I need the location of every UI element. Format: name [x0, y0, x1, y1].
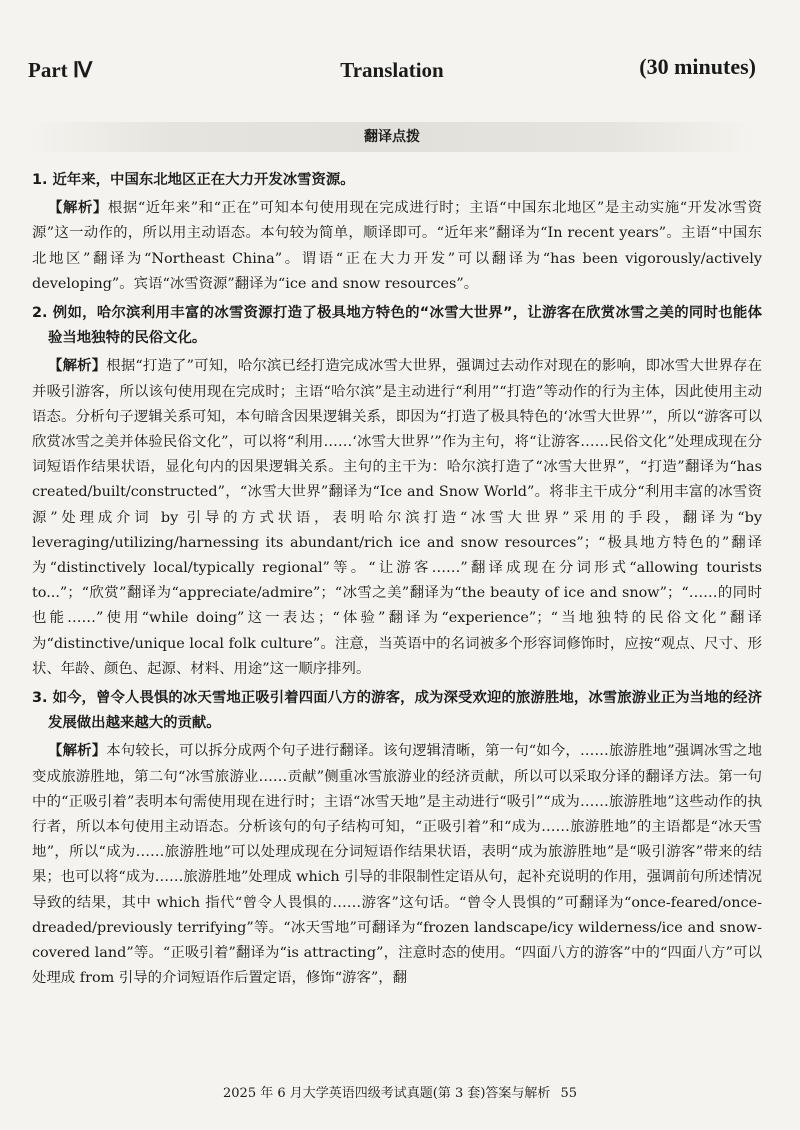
analysis-paragraph [32, 739, 762, 991]
page-footer [0, 1082, 800, 1101]
translation-item-1 [32, 168, 762, 297]
section-title: Translation [340, 58, 444, 82]
footer-text: 2025 年 6 月大学英语四级考试真题(第 3 套)答案与解析 [223, 1086, 551, 1101]
analysis-text: 根据“打造了”可知，哈尔滨已经打造完成冰雪大世界，强调过去动作对现在的影响，即冰雪大世界存在并吸引游客，所以该句使用现在完成时；主语“哈尔滨”是主动进行“利用”“打造”等动作的行为主体，因此使用主动语态。分析句子逻辑关系可知，本句暗含因果逻辑关系，即因为“打造了极具特色的‘冰雪大世界’”，所以“游客可以欣赏冰雪之美并体验民俗文化”，可以将“利用……‘冰雪大世界’”作为主句，将“让游客……民俗文化”处理成现在分词短语作结果状语，显化句内的因果逻辑关系。主句的主干为：哈尔滨打造了“冰雪大世界”，“打造”翻译为“has created/built/constructed”，“冰雪大世界”翻译为“Ice and Snow World”。将非主干成分“利用丰富的冰雪资源”处理成介词 by 引导的方式状语，表明哈尔滨打造“冰雪大世界”采用的手段，翻译为“by leveraging/utilizing/harnessing its abundant/rich ice and snow resources”；“极具地方特色的”翻译为“distinctively local/typically regional”等。“让游客……”翻译成现在分词形式“allowing tourists to...”；“欣赏”翻译为“appreciate/admire”；“冰雪之美”翻译为“the beauty of ice and snow”；“……的同时也能……”使用“while doing”这一表达；“体验”翻译为“experience”；“当地独特的民俗文化”翻译为“distinctive/unique local folk culture”。注意，当英语中的名词被多个形容词修饰时，应按“观点、尺寸、形状、年龄、颜色、起源、材料、用途”这一顺序排列。 [32, 358, 762, 677]
analysis-tag: 【解析】 [48, 200, 108, 217]
source-sentence: 2. 例如，哈尔滨利用丰富的冰雪资源打造了极具地方特色的“冰雪大世界”，让游客在欣赏冰雪之美的同时也能体验当地独特的民俗文化。 [32, 305, 762, 347]
source-sentence: 3. 如今，曾令人畏惧的冰天雪地正吸引着四面八方的游客，成为深受欢迎的旅游胜地，冰雪旅游业正为当地的经济发展做出越来越大的贡献。 [32, 690, 762, 732]
page-number: 55 [560, 1086, 577, 1101]
translation-item-3 [32, 686, 762, 991]
analysis-paragraph [32, 354, 762, 682]
time-limit: (30 minutes) [639, 54, 756, 79]
source-sentence: 1. 近年来，中国东北地区正在大力开发冰雪资源。 [32, 172, 355, 188]
part-label: Part Ⅳ [28, 58, 93, 82]
analysis-tag: 【解析】 [48, 358, 107, 375]
analysis-text: 根据“近年来”和“正在”可知本句使用现在完成进行时；主语“中国东北地区”是主动实施“开发冰雪资源”这一动作的，所以用主动语态。本句较为简单，顺译即可。“近年来”翻译为“In recent years”。主语“中国东北地区”翻译为“Northeast China”。谓语“正在大力开发”可以翻译为“has been vigorously/actively developing”。宾语“冰雪资源”翻译为“ice and snow resources”。 [32, 200, 762, 292]
page-header [28, 54, 756, 94]
analysis-tag: 【解析】 [48, 743, 107, 760]
analysis-paragraph [32, 196, 762, 297]
section-banner: 翻译点拨 [28, 122, 756, 152]
document-body [32, 168, 762, 996]
analysis-text: 本句较长，可以拆分成两个句子进行翻译。该句逻辑清晰，第一句“如今，……旅游胜地”强调冰雪之地变成旅游胜地，第二句“冰雪旅游业……贡献”侧重冰雪旅游业的经济贡献，所以可以采取分译的翻译方法。第一句中的“正吸引着”表明本句需使用现在进行时；主语“冰雪天地”是主动进行“吸引”“成为……旅游胜地”这些动作的执行者，所以本句使用主动语态。分析该句的句子结构可知，“正吸引着”和“成为……旅游胜地”的主语都是“冰天雪地”，所以“成为……旅游胜地”可以处理成现在分词短语作结果状语，表明“成为旅游胜地”是“吸引游客”带来的结果；也可以将“成为……旅游胜地”处理成 which 引导的非限制性定语从句，起补充说明的作用，强调前句所述情况导致的结果，其中 which 指代“曾令人畏惧的……游客”这句话。“曾令人畏惧的”可翻译为“once-feared/once-dreaded/previously terrifying”等。“冰天雪地”可翻译为“frozen landscape/icy wilderness/ice and snow-covered land”等。“正吸引着”翻译为“is attracting”，注意时态的使用。“四面八方的游客”中的“四面八方”可以处理成 from 引导的介词短语作后置定语，修饰“游客”，翻 [32, 743, 762, 987]
translation-item-2 [32, 301, 762, 682]
